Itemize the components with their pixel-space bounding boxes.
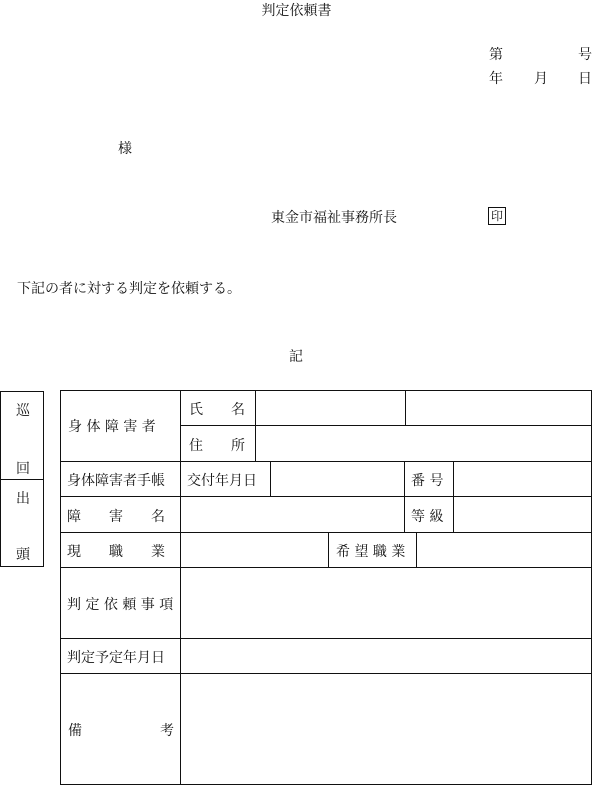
sender-name: 東金市福祉事務所長 [271, 210, 397, 226]
side-char-tou: 頭 [16, 547, 30, 563]
scheduled-date-label: 判定予定年月日 [67, 650, 165, 666]
handbook-label: 身体障害者手帳 [67, 473, 165, 489]
number-suffix: 号 [578, 47, 592, 63]
current-job-label: 現 職 業 [67, 544, 165, 560]
date-day: 日 [578, 71, 592, 87]
date-year: 年 [489, 71, 503, 87]
disabled-person-label: 身 体 障 害 者 [68, 419, 156, 435]
address-label: 住 所 [189, 438, 245, 454]
desired-job-label: 希 望 職 業 [336, 544, 406, 560]
seal-stamp: 印 [488, 207, 506, 225]
grade-label: 等 級 [411, 509, 444, 525]
date-month: 月 [534, 71, 548, 87]
side-char-jun: 巡 [16, 403, 30, 419]
request-statement: 下記の者に対する判定を依頼する。 [17, 281, 241, 297]
side-char-shutsu: 出 [16, 491, 30, 507]
number-label: 番 号 [411, 473, 444, 489]
request-item-label: 判 定 依 頼 事 項 [67, 597, 174, 613]
addressee-suffix: 様 [118, 141, 132, 157]
disability-name-label: 障 害 名 [67, 509, 165, 525]
remarks-label-1: 備 [68, 723, 82, 739]
remarks-label-2: 考 [160, 723, 174, 739]
document-title: 判定依頼書 [261, 3, 332, 19]
number-prefix: 第 [489, 47, 503, 63]
name-label: 氏 名 [189, 402, 245, 418]
ki-heading: 記 [289, 349, 303, 365]
issue-date-label: 交付年月日 [187, 473, 257, 489]
side-char-kai: 回 [16, 461, 30, 477]
